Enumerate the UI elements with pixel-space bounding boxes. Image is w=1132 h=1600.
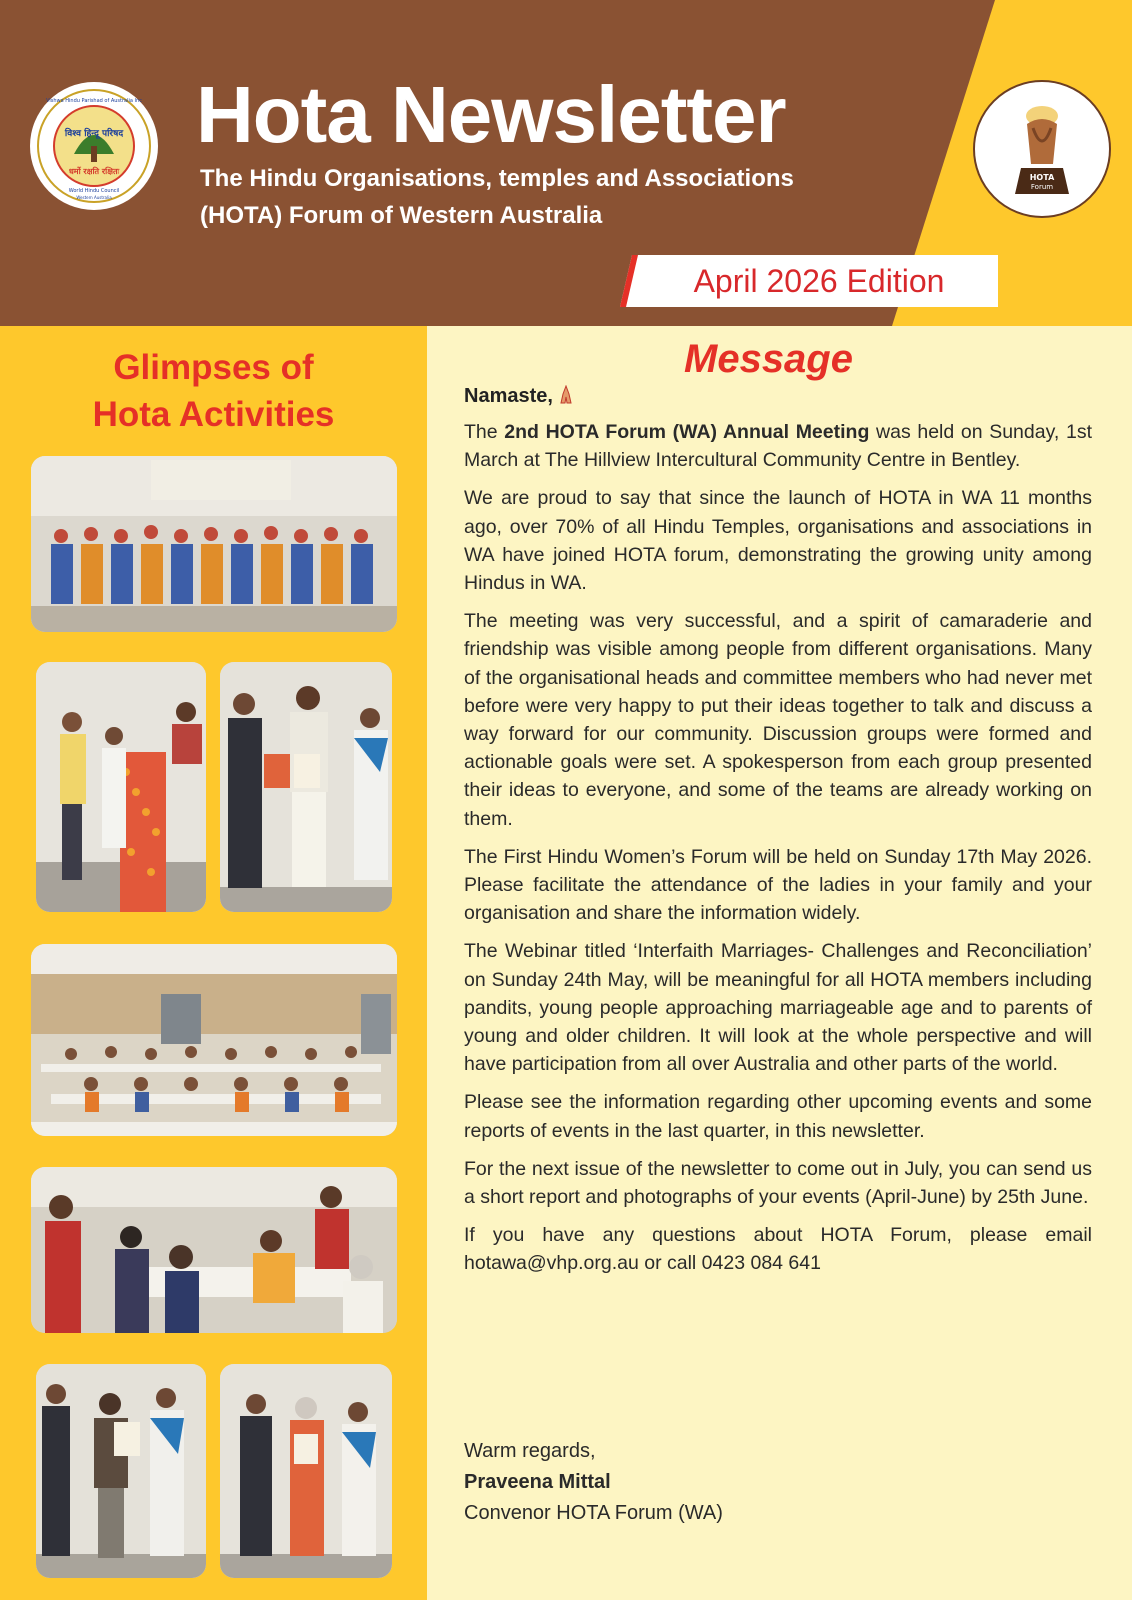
svg-text:विश्व हिन्दू परिषद: विश्व हिन्दू परिषद <box>64 129 124 139</box>
message-paragraph-1: The 2nd HOTA Forum (WA) Annual Meeting was held on Sunday, 1st March at The Hillview Intercultural Community Centre in Bentley. <box>464 421 1092 472</box>
message-paragraph-8: If you have any questions about HOTA Forum, please email hotawa@vhp.org.au or call 0423 084 641 <box>464 1224 1092 1275</box>
svg-text:World Hindu Council: World Hindu Council <box>68 188 120 194</box>
meeting-hall-photo <box>31 944 397 1136</box>
edition-badge <box>620 255 998 307</box>
svg-text:Forum: Forum <box>1030 183 1054 191</box>
message-paragraph-2: We are proud to say that since the launch of HOTA in WA 11 months ago, over 70% of all Hindu Temples, organisations and associations in WA have joined HOTA forum, demonstrating the growing unity among Hindus in WA. <box>464 487 1092 595</box>
vhp-logo <box>30 82 158 210</box>
group-photo <box>31 456 397 632</box>
svg-text:Vishwa Hindu Parishad of Austr: Vishwa Hindu Parishad of Australia Inc <box>46 98 142 104</box>
message-heading: Message <box>684 337 853 381</box>
award-photo-1 <box>36 1364 206 1578</box>
speakers-photo <box>36 662 206 912</box>
subtitle-line-1: The Hindu Organisations, temples and Associations <box>200 165 794 192</box>
discussion-photo <box>31 1167 397 1333</box>
svg-text:धर्मो रक्षति रक्षितः: धर्मो रक्षति रक्षितः <box>68 167 120 176</box>
signature-block <box>464 1436 1064 1529</box>
praying-hands-icon <box>559 385 573 405</box>
message-paragraph-6: Please see the information regarding other upcoming events and some reports of events in the last quarter, in this newsletter. <box>464 1091 1092 1142</box>
signer-title: Convenor HOTA Forum (WA) <box>464 1502 723 1524</box>
newsletter-title: Hota Newsletter <box>196 70 786 159</box>
greeting-text: Namaste, <box>464 385 553 407</box>
closing: Warm regards, <box>464 1440 596 1462</box>
glimpses-heading <box>30 344 397 438</box>
meeting-name: 2nd HOTA Forum (WA) Annual Meeting <box>504 421 870 443</box>
svg-text:HOTA: HOTA <box>1029 173 1055 182</box>
award-photo-2 <box>220 1364 392 1578</box>
newsletter-subtitle <box>200 160 920 234</box>
signer-name: Praveena Mittal <box>464 1471 611 1493</box>
glimpses-heading-line-1: Glimpses of <box>113 348 314 387</box>
svg-text:Western Australia: Western Australia <box>76 195 112 200</box>
message-paragraph-7: For the next issue of the newsletter to come out in July, you can send us a short report and photographs of your events (April-June) by 25th June. <box>464 1157 1092 1209</box>
message-paragraph-5: The Webinar titled ‘Interfaith Marriages- Challenges and Reconciliation’ on Sunday 24th May, will be meaningful for all HOTA members including pandits, young people approaching marriageable age and to parents of young and older children. It will look at the whole perspective and will have participation from all over Australia and other parts of the world. <box>464 940 1092 1076</box>
certificate-photo <box>220 662 392 912</box>
message-paragraph-4: The First Hindu Women’s Forum will be held on Sunday 17th May 2026. Please facilitate the attendance of the ladies in your family and your organisation and share the information widely. <box>464 845 1092 925</box>
greeting <box>464 382 573 410</box>
edition-label: April 2026 Edition <box>693 262 945 299</box>
message-paragraph-3: The meeting was very successful, and a spirit of camaraderie and friendship was visible among people from different organisations. Many of the organisational heads and committee members who had never met before were very happy to put their ideas together to talk and discuss a way forward for our community. Discussion groups were formed and actionable goals were set. A spokesperson from each group presented their ideas to everyone, and some of the teams are already working on them. <box>464 610 1092 830</box>
message-body <box>464 418 1092 1288</box>
hota-forum-logo <box>973 80 1111 218</box>
subtitle-line-2: (HOTA) Forum of Western Australia <box>200 202 603 229</box>
glimpses-heading-line-2: Hota Activities <box>92 395 335 434</box>
